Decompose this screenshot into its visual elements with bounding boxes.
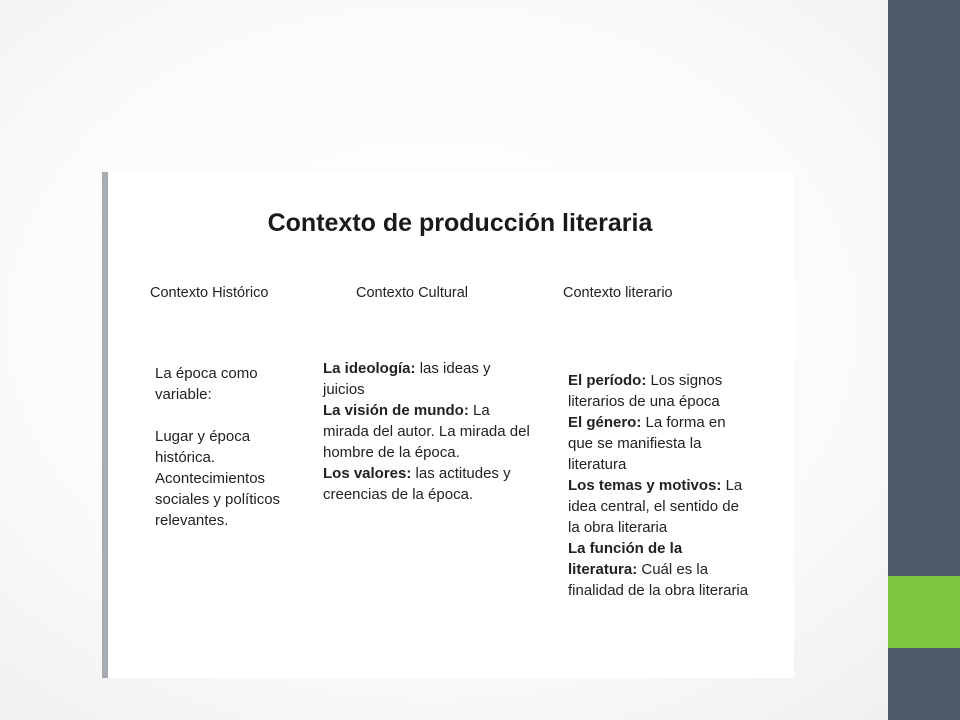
cultural-desc: las actitudes y creencias de la época. — [323, 465, 511, 503]
historico-line: La época como variable: — [155, 365, 258, 403]
column-body-historico — [155, 363, 300, 531]
cultural-term: La ideología: — [323, 360, 416, 377]
literario-entry — [568, 538, 754, 601]
cultural-entry — [323, 463, 533, 505]
literario-entry — [568, 370, 754, 412]
historico-line: Lugar y época histórica. Acontecimientos sociales y políticos relevantes. — [155, 428, 281, 529]
literario-desc: La idea central, el sentido de la obra literaria — [568, 477, 743, 536]
literario-term: La función de la literatura: — [568, 540, 683, 578]
theme-accent-block — [888, 576, 960, 648]
literario-term: Los temas y motivos: — [568, 477, 722, 494]
column-body-literario — [568, 370, 754, 601]
literario-term: El período: — [568, 372, 647, 389]
literario-entry — [568, 412, 754, 475]
left-vertical-rule — [102, 172, 108, 678]
literario-desc: Los signos literarios de una época — [568, 372, 723, 410]
cultural-entry — [323, 400, 533, 463]
column-body-cultural — [323, 358, 533, 505]
column-heading-historico: Contexto Histórico — [150, 285, 269, 301]
cultural-term: Los valores: — [323, 465, 412, 482]
cultural-entry — [323, 358, 533, 400]
cultural-desc: La mirada del autor. La mirada del hombre de la época. — [323, 402, 530, 461]
slide-title: Contexto de producción literaria — [267, 209, 653, 237]
literario-desc: La forma en que se manifiesta la literatura — [568, 414, 726, 473]
cultural-term: La visión de mundo: — [323, 402, 469, 419]
literario-desc: Cuál es la finalidad de la obra literaria — [568, 561, 749, 599]
cultural-desc: las ideas y juicios — [323, 360, 491, 398]
column-heading-cultural: Contexto Cultural — [356, 285, 469, 301]
literario-entry — [568, 475, 754, 538]
literario-term: El género: — [568, 414, 642, 431]
column-heading-literario: Contexto literario — [563, 285, 673, 301]
